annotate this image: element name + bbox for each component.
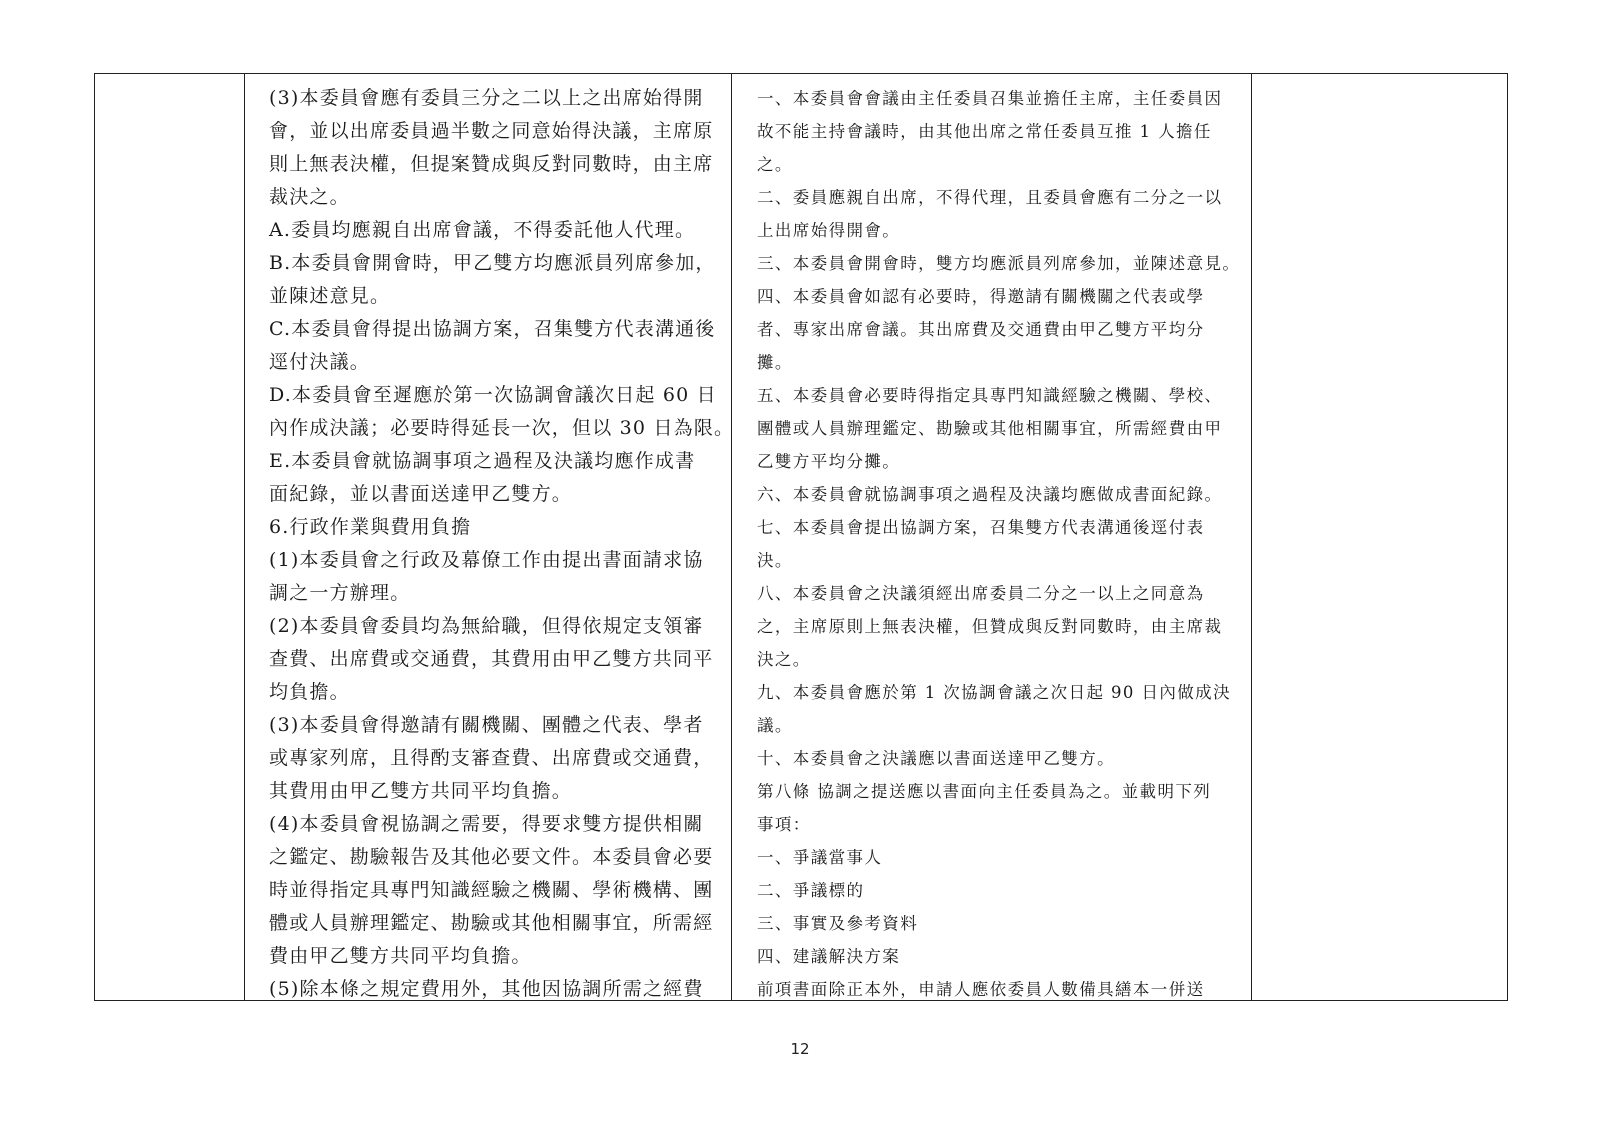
left-column-line: 費由甲乙雙方共同平均負擔。 [269,945,532,967]
right-text-column [747,82,1261,1000]
left-column-line: 並陳述意見。 [269,285,391,307]
right-column-line: 之，主席原則上無表決權，但贊成與反對同數時，由主席裁 [757,617,1223,636]
left-column-line: 則上無表決權，但提案贊成與反對同數時，由主席 [269,153,714,175]
left-column-line: (3)本委員會應有委員三分之二以上之出席始得開 [269,87,704,109]
right-column-line: 前項書面除正本外，申請人應依委員人數備具繕本一併送 [757,980,1205,999]
column-divider-1 [244,73,245,1001]
right-column-line: 二、爭議標的 [757,881,865,900]
left-column-line: 體或人員辦理鑑定、勘驗或其他相關事宜，所需經 [269,912,714,934]
right-column-line: 七、本委員會提出協調方案，召集雙方代表溝通後逕付表 [757,518,1205,537]
left-text-column [259,82,745,1000]
left-column-line: (2)本委員會委員均為無給職，但得依規定支領審 [269,615,704,637]
right-column-line: 者、專家出席會議。其出席費及交通費由甲乙雙方平均分 [757,320,1205,339]
right-column-line: 十、本委員會之決議應以書面送達甲乙雙方。 [757,749,1115,768]
left-column-line: A.委員均應親自出席會議，不得委託他人代理。 [269,219,696,241]
right-column-line: 四、本委員會如認有必要時，得邀請有關機關之代表或學 [757,287,1205,306]
right-column-line: 第八條 協調之提送應以書面向主任委員為之。並載明下列 [757,782,1212,801]
right-column-line: 攤。 [757,353,793,372]
left-column-line: (1)本委員會之行政及幕僚工作由提出書面請求協 [269,549,704,571]
left-column-line: (3)本委員會得邀請有關機關、團體之代表、學者 [269,714,704,736]
left-column-line: 時並得指定具專門知識經驗之機關、學術機構、團 [269,879,714,901]
left-column-line: (5)除本條之規定費用外，其他因協調所需之經費 [269,978,704,1000]
right-column-line: 一、爭議當事人 [757,848,883,867]
right-column-line: 團體或人員辦理鑑定、勘驗或其他相關事宜，所需經費由甲 [757,419,1223,438]
right-column-line: 三、事實及參考資料 [757,914,919,933]
right-column-line: 六、本委員會就協調事項之過程及決議均應做成書面紀錄。 [757,485,1223,504]
left-column-line: E.本委員會就協調事項之過程及決議均應作成書 [269,450,696,472]
left-column-line: C.本委員會得提出協調方案，召集雙方代表溝通後 [269,318,716,340]
left-column-line: 內作成決議；必要時得延長一次，但以 30 日為限。 [269,417,735,439]
left-column-line: 或專家列席，且得酌支審查費、出席費或交通費， [269,747,714,769]
left-column-line: 其費用由甲乙雙方共同平均負擔。 [269,780,573,802]
left-column-line: 均負擔。 [269,681,350,703]
right-column-line: 二、委員應親自出席，不得代理，且委員會應有二分之一以 [757,188,1223,207]
left-column-line: 之鑑定、勘驗報告及其他必要文件。本委員會必要 [269,846,714,868]
right-column-line: 八、本委員會之決議須經出席委員二分之一以上之同意為 [757,584,1205,603]
right-column-line: 九、本委員會應於第 1 次協調會議之次日起 90 日內做成決 [757,683,1231,702]
left-column-line: B.本委員會開會時，甲乙雙方均應派員列席參加， [269,252,716,274]
right-column-line: 乙雙方平均分攤。 [757,452,901,471]
left-column-line: D.本委員會至遲應於第一次協調會議次日起 60 日 [269,384,717,406]
right-column-line: 一、本委員會會議由主任委員召集並擔任主席，主任委員因 [757,89,1223,108]
right-column-line: 之。 [757,155,793,174]
right-column-line: 事項： [757,815,811,834]
right-column-line: 決之。 [757,650,811,669]
left-column-line: 裁決之。 [269,186,350,208]
right-column-line: 三、本委員會開會時，雙方均應派員列席參加，並陳述意見。 [757,254,1241,273]
left-column-line: 6.行政作業與費用負擔 [269,516,472,538]
right-column-line: 五、本委員會必要時得指定具專門知識經驗之機關、學校、 [757,386,1223,405]
left-column-line: 查費、出席費或交通費，其費用由甲乙雙方共同平 [269,648,714,670]
left-column-line: 面紀錄，並以書面送達甲乙雙方。 [269,483,573,505]
left-column-line: (4)本委員會視協調之需要，得要求雙方提供相關 [269,813,704,835]
comparison-table [94,73,1508,1001]
right-column-line: 議。 [757,716,793,735]
right-column-line: 決。 [757,551,793,570]
left-column-line: 調之一方辦理。 [269,582,411,604]
page-number: 12 [790,1040,810,1058]
right-column-line: 四、建議解決方案 [757,947,901,966]
right-column-line: 上出席始得開會。 [757,221,901,240]
left-column-line: 逕付決議。 [269,351,371,373]
right-column-line: 故不能主持會議時，由其他出席之常任委員互推 1 人擔任 [757,122,1212,141]
left-column-line: 會，並以出席委員過半數之同意始得決議，主席原 [269,120,714,142]
